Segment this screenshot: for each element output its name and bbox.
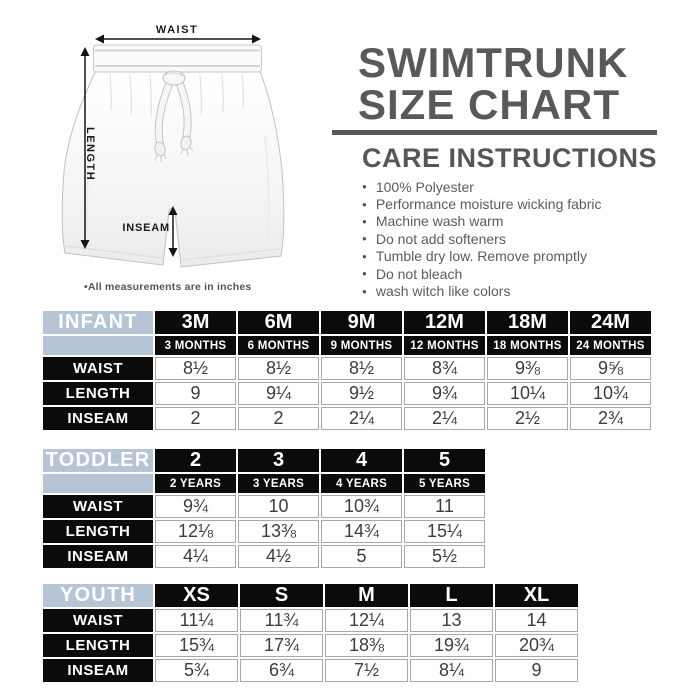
row-label-cell: INSEAM: [43, 659, 153, 682]
size-table-youth: [41, 582, 580, 684]
page-title-line1: SWIMTRUNK: [358, 39, 629, 86]
sub-header-cell: 2 YEARS: [155, 474, 236, 493]
size-value-cell: 9: [155, 382, 236, 405]
size-value-cell: 15¾: [155, 634, 238, 657]
sub-header-cell: 12 MONTHS: [404, 336, 485, 355]
size-header-cell: 5: [404, 449, 485, 472]
size-value-cell: 8½: [321, 357, 402, 380]
size-value-cell: 19¾: [410, 634, 493, 657]
size-table-toddler: [41, 447, 487, 570]
size-header-cell: 9M: [321, 311, 402, 334]
size-header-cell: 2: [155, 449, 236, 472]
size-header-cell: S: [240, 584, 323, 607]
size-header-cell: 18M: [487, 311, 568, 334]
sub-header-cell: 24 MONTHS: [570, 336, 651, 355]
size-value-cell: 13⅜: [238, 520, 319, 543]
size-value-cell: 9: [495, 659, 578, 682]
row-label-cell: LENGTH: [43, 634, 153, 657]
size-value-cell: 20¾: [495, 634, 578, 657]
size-value-cell: 5¾: [155, 659, 238, 682]
size-value-cell: 4½: [238, 545, 319, 568]
sub-header-cell: 3 YEARS: [238, 474, 319, 493]
size-value-cell: 9½: [321, 382, 402, 405]
inseam-measure-label: INSEAM: [122, 222, 170, 234]
size-value-cell: 8½: [238, 357, 319, 380]
care-item: ● Tumble dry low. Remove promptly: [362, 248, 601, 265]
size-header-cell: XL: [495, 584, 578, 607]
size-value-cell: 11¼: [155, 609, 238, 632]
size-value-cell: 9¼: [238, 382, 319, 405]
row-label-cell: LENGTH: [43, 520, 153, 543]
size-value-cell: 10¾: [570, 382, 651, 405]
row-label-cell: LENGTH: [43, 382, 153, 405]
size-table-infant: [41, 309, 653, 432]
size-value-cell: 14¾: [321, 520, 402, 543]
care-item: ● Do not add softeners: [362, 230, 601, 247]
care-instructions-list: [362, 178, 601, 300]
group-header-cell: YOUTH: [43, 584, 153, 607]
sub-header-cell: 18 MONTHS: [487, 336, 568, 355]
page-title-line2: SIZE CHART: [358, 81, 620, 128]
size-value-cell: 7½: [325, 659, 408, 682]
size-header-cell: L: [410, 584, 493, 607]
row-label-cell: WAIST: [43, 495, 153, 518]
size-value-cell: 8¼: [410, 659, 493, 682]
care-item: ● 100% Polyester: [362, 178, 601, 195]
size-value-cell: 2¾: [570, 407, 651, 430]
size-value-cell: 14: [495, 609, 578, 632]
sub-header-cell: 4 YEARS: [321, 474, 402, 493]
size-value-cell: 9¾: [155, 495, 236, 518]
row-label-cell: WAIST: [43, 357, 153, 380]
group-header-cell: INFANT: [43, 311, 153, 334]
size-value-cell: 9¾: [404, 382, 485, 405]
size-value-cell: 9⅝: [570, 357, 651, 380]
size-header-cell: 12M: [404, 311, 485, 334]
size-value-cell: 5: [321, 545, 402, 568]
size-value-cell: 10: [238, 495, 319, 518]
size-value-cell: 2: [238, 407, 319, 430]
size-value-cell: 13: [410, 609, 493, 632]
size-header-cell: 4: [321, 449, 402, 472]
row-label-cell: INSEAM: [43, 407, 153, 430]
row-label-cell: WAIST: [43, 609, 153, 632]
care-item: ● Machine wash warm: [362, 213, 601, 230]
size-header-cell: 24M: [570, 311, 651, 334]
size-value-cell: 15¼: [404, 520, 485, 543]
care-item: ● Performance moisture wicking fabric: [362, 195, 601, 212]
size-value-cell: 18⅜: [325, 634, 408, 657]
size-value-cell: 9⅜: [487, 357, 568, 380]
size-value-cell: 12⅛: [155, 520, 236, 543]
measurement-note: •All measurements are in inches: [84, 281, 252, 293]
size-value-cell: 10¾: [321, 495, 402, 518]
row-label-cell: INSEAM: [43, 545, 153, 568]
size-header-cell: 3: [238, 449, 319, 472]
waist-measure-label: WAIST: [155, 24, 199, 36]
care-item: ● wash witch like colors: [362, 282, 601, 299]
size-header-cell: XS: [155, 584, 238, 607]
group-header-spacer: [43, 474, 153, 493]
size-header-cell: 6M: [238, 311, 319, 334]
size-header-cell: 3M: [155, 311, 236, 334]
size-value-cell: 6¾: [240, 659, 323, 682]
size-header-cell: M: [325, 584, 408, 607]
group-header-cell: TODDLER: [43, 449, 153, 472]
sub-header-cell: 6 MONTHS: [238, 336, 319, 355]
size-value-cell: 2½: [487, 407, 568, 430]
size-value-cell: 5½: [404, 545, 485, 568]
size-value-cell: 17¾: [240, 634, 323, 657]
sub-header-cell: 9 MONTHS: [321, 336, 402, 355]
waistband: [94, 45, 262, 72]
sub-header-cell: 3 MONTHS: [155, 336, 236, 355]
title-underline: [332, 130, 657, 135]
size-value-cell: 10¼: [487, 382, 568, 405]
size-value-cell: 4¼: [155, 545, 236, 568]
care-item: ● Do not bleach: [362, 265, 601, 282]
size-value-cell: 12¼: [325, 609, 408, 632]
group-header-spacer: [43, 336, 153, 355]
sub-header-cell: 5 YEARS: [404, 474, 485, 493]
size-value-cell: 2¼: [321, 407, 402, 430]
size-value-cell: 11: [404, 495, 485, 518]
length-measure-label: LENGTH: [84, 127, 96, 182]
size-value-cell: 2¼: [404, 407, 485, 430]
size-value-cell: 8¾: [404, 357, 485, 380]
size-value-cell: 11¾: [240, 609, 323, 632]
care-instructions-heading: CARE INSTRUCTIONS: [362, 143, 658, 173]
size-value-cell: 2: [155, 407, 236, 430]
size-value-cell: 8½: [155, 357, 236, 380]
